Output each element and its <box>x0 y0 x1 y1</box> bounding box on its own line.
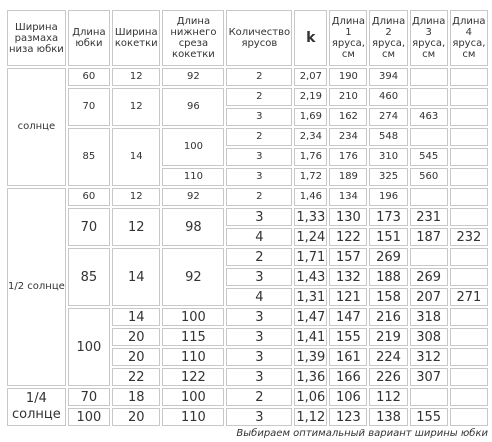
tier2-cell: 112 <box>369 388 407 406</box>
skirt-length-cell: 70 <box>68 88 110 126</box>
k-cell: 2,07 <box>294 68 327 86</box>
tier3-cell <box>410 188 448 206</box>
tiers-cell: 3 <box>226 108 292 126</box>
header-yoke-width: Ширина кокетки <box>112 10 160 66</box>
tier3-cell: 308 <box>410 328 448 346</box>
tier4-cell <box>450 108 488 126</box>
hem-length-cell: 100 <box>162 388 224 406</box>
header-k: k <box>294 10 327 66</box>
tier2-cell: 548 <box>369 128 407 146</box>
tier1-cell: 121 <box>329 288 367 306</box>
table-row <box>7 308 488 326</box>
hem-length-cell: 92 <box>162 188 224 206</box>
tier4-cell <box>450 248 488 266</box>
skirt-length-cell: 100 <box>68 408 110 426</box>
tiers-cell: 4 <box>226 288 292 306</box>
tier2-cell: 158 <box>369 288 407 306</box>
hem-length-cell: 98 <box>162 208 224 246</box>
tier4-cell <box>450 388 488 406</box>
yoke-width-cell: 22 <box>112 368 160 386</box>
yoke-width-cell: 20 <box>112 328 160 346</box>
tier2-cell: 219 <box>369 328 407 346</box>
tier3-cell <box>410 128 448 146</box>
tier4-cell <box>450 328 488 346</box>
tier3-cell: 318 <box>410 308 448 326</box>
tier4-cell <box>450 68 488 86</box>
tier2-cell: 224 <box>369 348 407 366</box>
k-cell: 2,19 <box>294 88 327 106</box>
tier3-cell: 307 <box>410 368 448 386</box>
hem-length-cell: 92 <box>162 248 224 306</box>
header-row <box>7 10 488 66</box>
tier4-cell <box>450 408 488 426</box>
tier2-cell: 310 <box>369 148 407 166</box>
tier2-cell: 460 <box>369 88 407 106</box>
table-row <box>7 188 488 206</box>
table-row <box>7 388 488 406</box>
tiers-cell: 3 <box>226 148 292 166</box>
tier1-cell: 190 <box>329 68 367 86</box>
tier1-cell: 155 <box>329 328 367 346</box>
k-cell: 1,36 <box>294 368 327 386</box>
hem-length-cell: 122 <box>162 368 224 386</box>
header-tier1: Длина 1 яруса, см <box>329 10 367 66</box>
skirt-length-cell: 85 <box>68 248 110 306</box>
tier3-cell: 545 <box>410 148 448 166</box>
tier3-cell <box>410 68 448 86</box>
tier1-cell: 176 <box>329 148 367 166</box>
tier3-cell: 560 <box>410 168 448 186</box>
hem-length-cell: 110 <box>162 168 224 186</box>
tiers-cell: 3 <box>226 368 292 386</box>
skirt-length-cell: 100 <box>68 308 110 386</box>
k-cell: 1,06 <box>294 388 327 406</box>
k-cell: 1,71 <box>294 248 327 266</box>
tiers-cell: 3 <box>226 308 292 326</box>
skirt-length-cell: 60 <box>68 188 110 206</box>
tier2-cell: 325 <box>369 168 407 186</box>
group-label-sun: солнце <box>7 68 66 186</box>
k-cell: 1,72 <box>294 168 327 186</box>
skirt-parameters-table <box>5 8 490 428</box>
hem-length-cell: 110 <box>162 408 224 426</box>
tier2-cell: 216 <box>369 308 407 326</box>
tier3-cell <box>410 248 448 266</box>
tier2-cell: 138 <box>369 408 407 426</box>
yoke-width-cell: 20 <box>112 348 160 366</box>
tiers-cell: 4 <box>226 228 292 246</box>
tier4-cell <box>450 308 488 326</box>
tiers-cell: 2 <box>226 88 292 106</box>
tier3-cell: 187 <box>410 228 448 246</box>
yoke-width-cell: 12 <box>112 88 160 126</box>
k-cell: 1,76 <box>294 148 327 166</box>
tier2-cell: 173 <box>369 208 407 226</box>
tier1-cell: 210 <box>329 88 367 106</box>
hem-length-cell: 110 <box>162 348 224 366</box>
k-cell: 1,31 <box>294 288 327 306</box>
tier4-cell <box>450 208 488 226</box>
tiers-cell: 2 <box>226 128 292 146</box>
header-skirt-length: Длина юбки <box>68 10 110 66</box>
tier2-cell: 196 <box>369 188 407 206</box>
tier4-cell <box>450 148 488 166</box>
tier1-cell: 132 <box>329 268 367 286</box>
tiers-cell: 3 <box>226 408 292 426</box>
tier3-cell: 312 <box>410 348 448 366</box>
yoke-width-cell: 12 <box>112 68 160 86</box>
tier1-cell: 161 <box>329 348 367 366</box>
tier1-cell: 166 <box>329 368 367 386</box>
tier1-cell: 189 <box>329 168 367 186</box>
tier4-cell <box>450 168 488 186</box>
group-label-quarter-sun: 1/4 солнце <box>7 388 66 426</box>
tier1-cell: 130 <box>329 208 367 226</box>
k-cell: 1,46 <box>294 188 327 206</box>
tiers-cell: 3 <box>226 328 292 346</box>
tier3-cell <box>410 88 448 106</box>
k-cell: 1,69 <box>294 108 327 126</box>
tier3-cell <box>410 388 448 406</box>
table-row <box>7 408 488 426</box>
tier3-cell: 463 <box>410 108 448 126</box>
table-row <box>7 248 488 266</box>
tier3-cell: 269 <box>410 268 448 286</box>
tier4-cell <box>450 348 488 366</box>
table-row <box>7 88 488 106</box>
header-tier4: Длина 4 яруса, см <box>450 10 488 66</box>
tier4-cell: 232 <box>450 228 488 246</box>
tier1-cell: 147 <box>329 308 367 326</box>
k-cell: 1,47 <box>294 308 327 326</box>
tier4-cell <box>450 188 488 206</box>
k-cell: 1,43 <box>294 268 327 286</box>
hem-length-cell: 115 <box>162 328 224 346</box>
tier1-cell: 234 <box>329 128 367 146</box>
tiers-cell: 3 <box>226 348 292 366</box>
hem-length-cell: 92 <box>162 68 224 86</box>
tiers-cell: 2 <box>226 248 292 266</box>
tier1-cell: 162 <box>329 108 367 126</box>
yoke-width-cell: 14 <box>112 248 160 306</box>
tier1-cell: 134 <box>329 188 367 206</box>
k-cell: 1,39 <box>294 348 327 366</box>
tier4-cell <box>450 368 488 386</box>
tiers-cell: 2 <box>226 68 292 86</box>
tier4-cell <box>450 128 488 146</box>
tier2-cell: 151 <box>369 228 407 246</box>
tier4-cell <box>450 268 488 286</box>
table-row <box>7 208 488 226</box>
tier2-cell: 188 <box>369 268 407 286</box>
tiers-cell: 3 <box>226 268 292 286</box>
hem-length-cell: 100 <box>162 128 224 166</box>
skirt-length-cell: 70 <box>68 208 110 246</box>
k-cell: 1,41 <box>294 328 327 346</box>
yoke-width-cell: 14 <box>112 308 160 326</box>
table-row <box>7 128 488 146</box>
k-cell: 1,33 <box>294 208 327 226</box>
tier3-cell: 207 <box>410 288 448 306</box>
header-width: Ширина размаха низа юбки <box>7 10 66 66</box>
tiers-cell: 3 <box>226 208 292 226</box>
header-hem-length: Длина нижнего среза кокетки <box>162 10 224 66</box>
tier4-cell: 271 <box>450 288 488 306</box>
header-tier3: Длина 3 яруса, см <box>410 10 448 66</box>
yoke-width-cell: 12 <box>112 208 160 246</box>
yoke-width-cell: 20 <box>112 408 160 426</box>
tier1-cell: 106 <box>329 388 367 406</box>
tier2-cell: 394 <box>369 68 407 86</box>
skirt-length-cell: 70 <box>68 388 110 406</box>
header-tiers: Количество ярусов <box>226 10 292 66</box>
tiers-cell: 3 <box>226 168 292 186</box>
skirt-length-cell: 60 <box>68 68 110 86</box>
tier3-cell: 231 <box>410 208 448 226</box>
tier4-cell <box>450 88 488 106</box>
yoke-width-cell: 14 <box>112 128 160 186</box>
group-label-half-sun: 1/2 солнце <box>7 188 66 386</box>
tiers-cell: 2 <box>226 388 292 406</box>
hem-length-cell: 100 <box>162 308 224 326</box>
tier1-cell: 123 <box>329 408 367 426</box>
yoke-width-cell: 12 <box>112 188 160 206</box>
skirt-length-cell: 85 <box>68 128 110 186</box>
hem-length-cell: 96 <box>162 88 224 126</box>
tier1-cell: 157 <box>329 248 367 266</box>
yoke-width-cell: 18 <box>112 388 160 406</box>
k-cell: 1,24 <box>294 228 327 246</box>
tier1-cell: 122 <box>329 228 367 246</box>
table-row <box>7 68 488 86</box>
tier2-cell: 274 <box>369 108 407 126</box>
tiers-cell: 2 <box>226 188 292 206</box>
tier3-cell: 155 <box>410 408 448 426</box>
k-cell: 2,34 <box>294 128 327 146</box>
tier2-cell: 226 <box>369 368 407 386</box>
tier2-cell: 269 <box>369 248 407 266</box>
header-tier2: Длина 2 яруса, см <box>369 10 407 66</box>
figure-caption: Выбираем оптимальный вариант ширины юбки <box>236 428 488 439</box>
k-cell: 1,12 <box>294 408 327 426</box>
